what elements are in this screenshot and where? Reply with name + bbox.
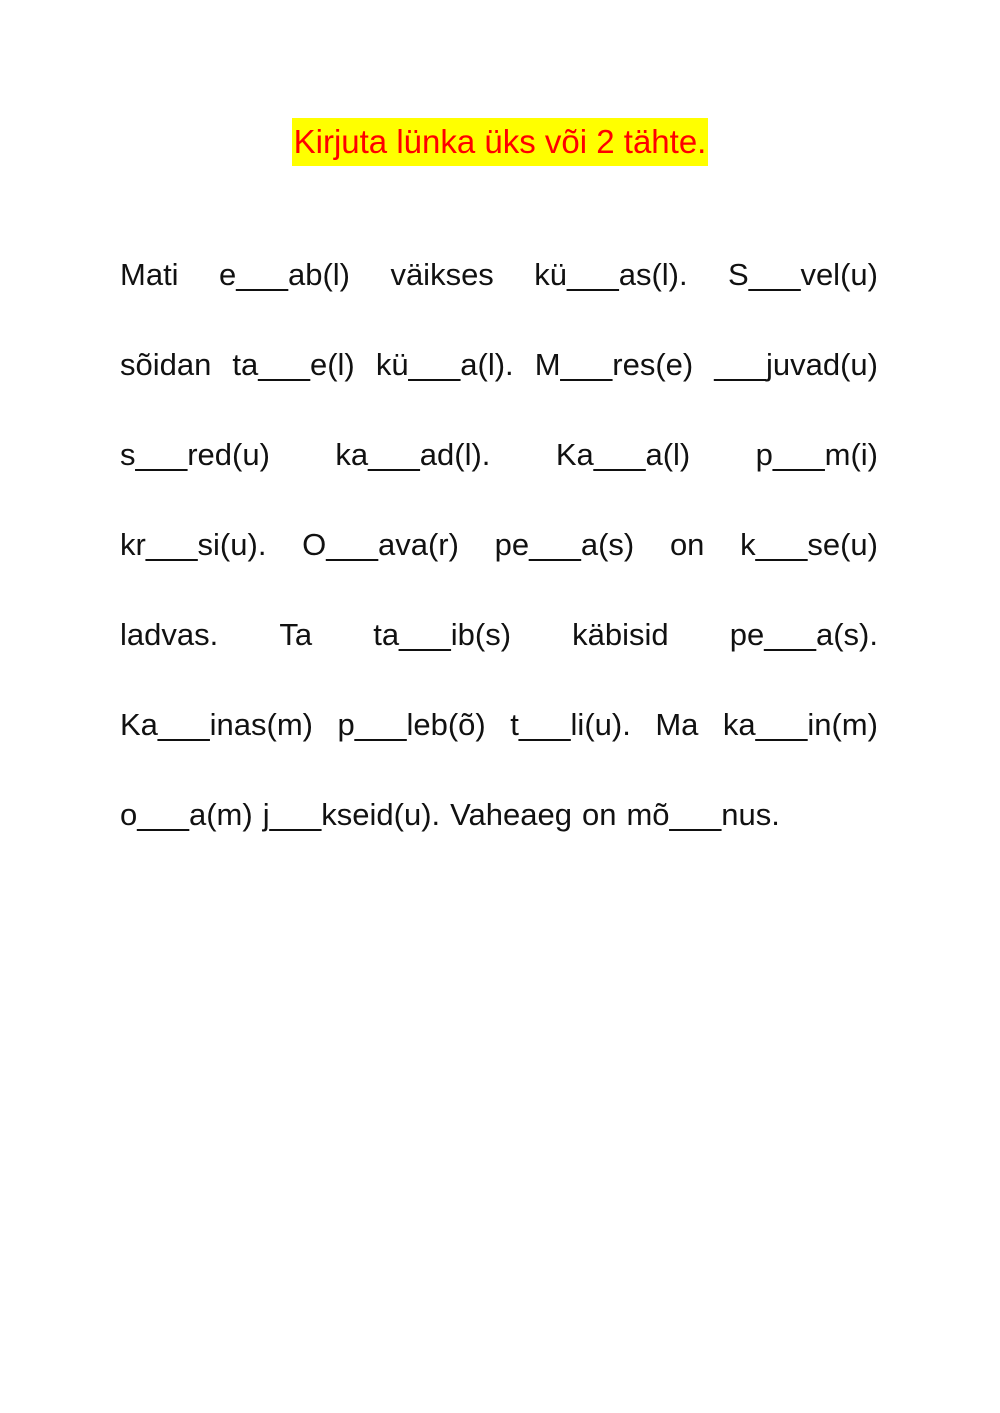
- word: ta___ib(s): [373, 617, 512, 652]
- word: kü___as(l).: [534, 257, 688, 292]
- word: k___se(u): [740, 527, 878, 562]
- word: s___red(u): [120, 437, 270, 472]
- word: M___res(e): [534, 347, 694, 382]
- worksheet-title: Kirjuta lünka üks või 2 tähte.: [292, 118, 709, 166]
- word: ___juvad(u): [714, 347, 878, 382]
- word: p___m(i): [755, 437, 878, 472]
- word: pe___a(s): [494, 527, 635, 562]
- word: O___ava(r): [302, 527, 459, 562]
- text-line: [120, 790, 878, 880]
- word: mõ___nus.: [626, 797, 780, 832]
- exercise-text: [120, 250, 878, 880]
- text-line: [120, 430, 878, 520]
- word: väikses: [390, 257, 494, 292]
- word: S___vel(u): [728, 257, 878, 292]
- word: pe___a(s).: [729, 617, 878, 652]
- text-line: [120, 250, 878, 340]
- word: Ta: [279, 617, 313, 652]
- word: sõidan: [120, 347, 212, 382]
- text-line: [120, 340, 878, 430]
- word: Ka___inas(m): [120, 707, 313, 742]
- word: e___ab(l): [219, 257, 350, 292]
- word: p___leb(õ): [337, 707, 486, 742]
- word: kr___si(u).: [120, 527, 267, 562]
- word: ladvas.: [120, 617, 219, 652]
- text-line: [120, 520, 878, 610]
- word: Ma: [655, 707, 699, 742]
- word: on: [582, 797, 617, 832]
- word: ka___ad(l).: [335, 437, 491, 472]
- word: o___a(m): [120, 797, 253, 832]
- word: ta___e(l): [232, 347, 355, 382]
- word: j___kseid(u).: [262, 797, 441, 832]
- word: t___li(u).: [510, 707, 631, 742]
- word: Vaheaeg: [450, 797, 572, 832]
- text-line: [120, 700, 878, 790]
- word: ka___in(m): [722, 707, 878, 742]
- word: kü___a(l).: [375, 347, 514, 382]
- word: Ka___a(l): [555, 437, 691, 472]
- title-container: [0, 118, 1000, 166]
- word: on: [669, 527, 705, 562]
- text-line: [120, 610, 878, 700]
- word: käbisid: [572, 617, 669, 652]
- word: Mati: [120, 257, 179, 292]
